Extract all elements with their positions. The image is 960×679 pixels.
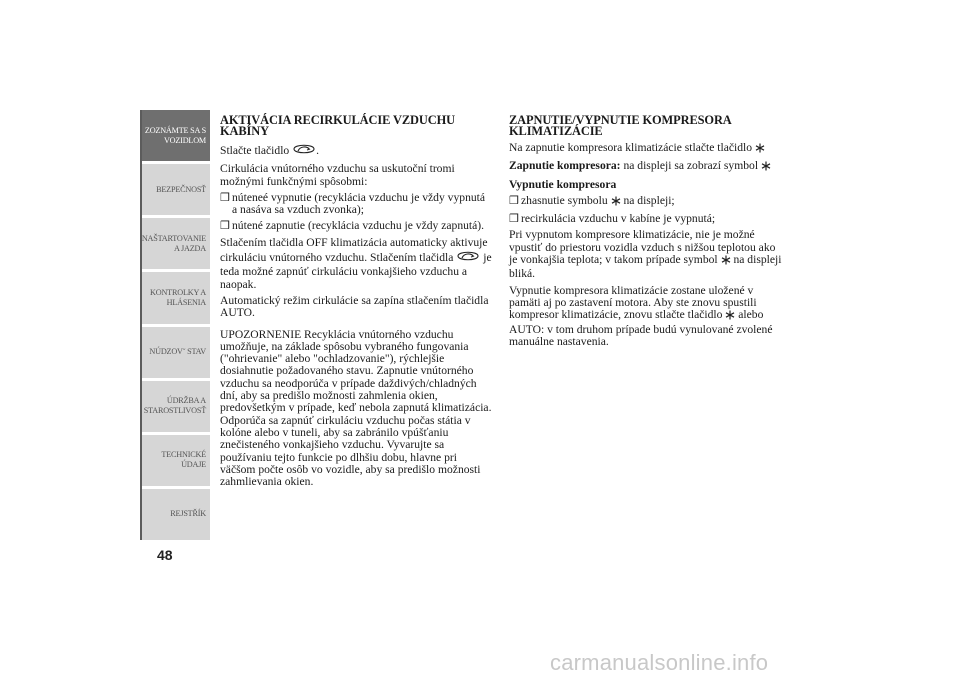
p3-text: Pri vypnutom kompresore klimatizácie, nie je možné vpustiť do priestoru vozidla vzduch s nižšou teplotou ako je vonkajšia teplota; v takom prípade symbol [509,228,776,267]
sidebar-tab-safety[interactable] [140,164,210,215]
bullet-glyph: ❒ [220,220,230,233]
list-item-text: núteneé vypnutie (recyklácia vzduchu je vždy vypnutá a nasáva sa vzduch zvonka); [232,190,486,217]
b1-text: zhasnutie symbolu [521,193,608,207]
sidebar-tab-label: REJSTŘÍK [170,509,206,519]
compressor-on-display [509,160,784,174]
sidebar-tab-vehicle[interactable] [140,110,210,161]
sidebar-tab-warnings[interactable] [140,272,210,323]
snowflake-icon [761,161,771,174]
sidebar-rule [140,110,142,540]
p4-text: Vypnutie kompresora klimatizácie zostane uložené v pamäti aj po zastavení motora. Aby ste znovu spustili kompresor klimatizácie, znovu stlačte tlačidlo [509,283,757,322]
left-column [220,115,492,492]
warning-paragraph: UPOZORNENIE Recyklácia vnútorného vzduchu umožňuje, na základe spôsobu vybraného fungovania ("ohrievanie" alebo "ochladzovanie"), rýchlejšie dosiahnutie požadovaného stavu. Zapnutie vnútorného vzduchu sa neodporúča v prípade daždivých/chladných dní, aby sa predišlo možnosti zahmlenia okien, predovšetkým v prípade, keď nebola zapnutá klimatizácia. Odporúča sa zapnúť cirkuláciu vzduchu počas státia v kolóne alebo v tuneli, aby sa zabránilo vpúšťaniu znečisteného vonkajšieho vzduchu. Vyvarujte sa používaniu tejto funkcie po dlhšiu dobu, hlavne pri väčšom počte osôb vo vozidle, aby sa predišlo možnosti zahmlievania okien. [220,327,492,489]
section-heading-compressor: ZAPNUTIE/VYPNUTIE KOMPRESORA KLIMATIZÁCIE [509,113,731,138]
list-item-text: recirkulácia vzduchu v kabíne je vypnutá; [521,212,716,226]
sidebar-tab-technical[interactable] [140,435,210,486]
compressor-off-paragraph [509,229,784,280]
p3-text-end: na displeji bliká. [509,253,782,281]
sidebar-tab-label: BEZPEČNOSŤ [156,184,206,194]
compressor-off-label [509,179,784,191]
sidebar-tab-emergency[interactable] [140,327,210,378]
bullet-glyph: ❒ [509,194,519,207]
press-text: Stlačte tlačidlo [220,144,290,157]
sidebar-tab-label: TECHNICKÉ ÚDAJE [161,450,206,470]
list-item [509,213,784,225]
b1-text-end: na displeji; [623,193,675,207]
sidebar-tab-label: NÚDZOV˘ STAV [149,347,206,357]
sidebar-tab-label: ÚDRŽBA A STAROSTLIVOSŤ [143,396,206,416]
on-label: Zapnutie kompresora: [509,159,621,173]
section-heading-recirculation: AKTIVÁCIA RECIRKULÁCIE VZDUCHU KABÍNY [220,113,455,138]
off-paragraph [220,237,492,291]
press-period: . [316,144,320,157]
list-item [220,192,492,217]
recirculation-icon [456,249,480,266]
auto-paragraph: Automatický režim cirkulácie sa zapína stlačením tlačidla AUTO. [220,293,489,320]
sidebar-tab-label: ZOZNÁMTE SA S VOZIDLOM [144,125,206,145]
recirculation-icon [292,142,316,159]
sidebar-tab-index[interactable] [140,489,210,540]
off-label: Vypnutie kompresora [509,177,617,191]
on-text: Na zapnutie kompresora klimatizácie stlačte tlačidlo [509,141,753,154]
snowflake-icon [755,143,765,156]
compressor-on-instruction [509,142,784,156]
intro-text: Cirkulácia vnútorného vzduchu sa uskutoční tromi možnými funkčnými spôsobmi: [220,162,455,188]
sidebar-tab-label: NAŠTARTOVANIE A JAZDA [141,233,206,253]
list-item-text: nútené zapnutie (recyklácia vzduchu je vždy zapnutá). [232,219,485,233]
list-item [509,195,784,209]
watermark: carmanualsonline.info [550,650,769,675]
sidebar-tab-label: KONTROLKY A HLÁSENIA [150,287,206,307]
on-display-text: na displeji sa zobrazí symbol [623,159,759,173]
off-text: Stlačením tlačidla OFF klimatizácia automaticky aktivuje cirkuláciu vnútorného vzduchu. Stlačením tlačidla [220,235,488,265]
bullet-glyph: ❒ [220,191,230,204]
list-item [220,220,492,232]
snowflake-icon [725,310,735,323]
off-text-end: je teda možné zapnúť cirkuláciu vonkajšieho vzduchu a naopak. [220,251,492,291]
snowflake-icon [721,255,731,268]
press-instruction [220,142,492,159]
sidebar-tab-maintenance[interactable] [140,381,210,432]
chapter-sidebar [140,110,210,540]
compressor-memory-paragraph [509,285,784,348]
right-column [509,115,784,352]
sidebar-tab-starting[interactable] [140,218,210,269]
bullet-glyph: ❒ [509,213,519,226]
snowflake-icon [611,196,621,209]
page-number: 48 [157,547,173,563]
p4-text-end: alebo AUTO: v tom druhom prípade budú vynulované zvolené manuálne nastavenia. [509,308,773,348]
list-item-text [521,195,675,209]
